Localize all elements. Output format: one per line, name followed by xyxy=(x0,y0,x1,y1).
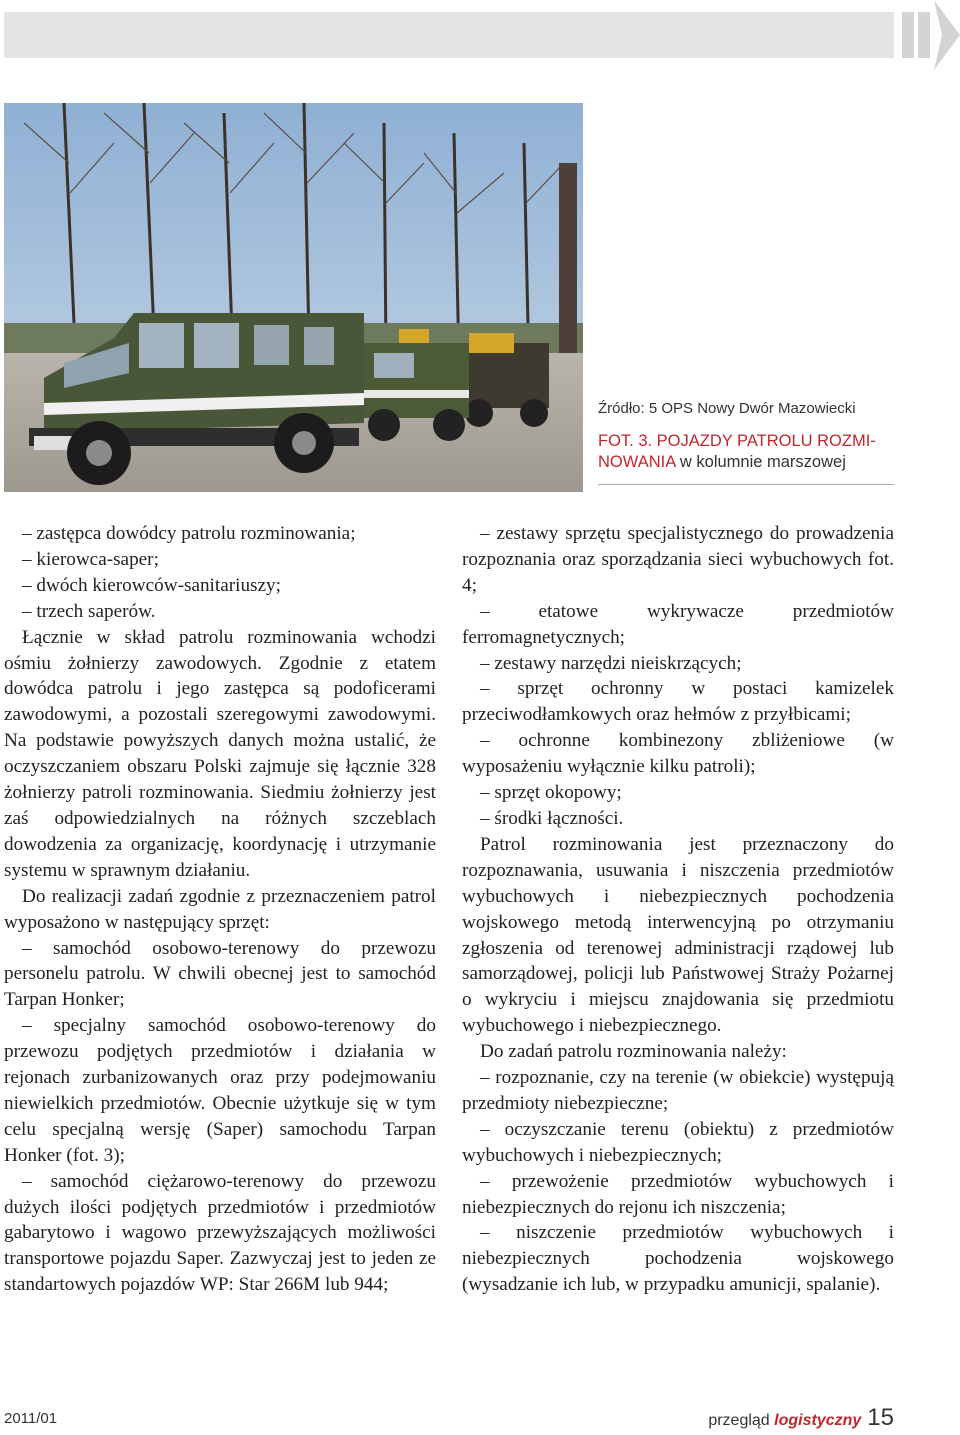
list-item: – ochronne kombinezony zbliżeniowe (w wyposażeniu wyłącznie kilku patroli); xyxy=(462,730,894,778)
page-number: 15 xyxy=(867,1404,894,1431)
caption-title xyxy=(598,431,898,473)
list-item: – zestawy narzędzi nieiskrzących; xyxy=(480,652,742,674)
caption-label: FOT. 3. POJAZDY PATROLU ROZMI-NOWANIA xyxy=(598,432,876,471)
list-item: – niszczenie przedmiotów wybuchowych i niebezpiecznych pochodzenia wojskowego (wysadzanie ich lub, w przypadku amunicji, spalanie). xyxy=(462,1222,894,1296)
magazine-name-a: przegląd xyxy=(708,1412,775,1429)
list-item: – oczyszczanie terenu (obiektu) z przedmiotów wybuchowych i niebezpiecznych; xyxy=(462,1118,894,1166)
caption-text: w kolumnie marszowej xyxy=(675,453,846,471)
patrol-vehicles-photo xyxy=(4,103,583,492)
photo-caption xyxy=(598,400,898,473)
list-item: – specjalny samochód osobowo-terenowy do przewozu podjętych przedmiotów i działania w rejonach zurbanizowanych oraz przy podejmowaniu niewielkich przedmiotów. Obecnie użytkuje się w tym celu specjalną wersję (Saper) samochodu Tarpan Honker (fot. 3); xyxy=(4,1015,436,1166)
right-column xyxy=(462,521,894,1298)
paragraph: Łącznie w skład patrolu rozminowania wchodzi ośmiu żołnierzy zawodowych. Zgodnie z etatem dowódca patrolu i jego zastępca są podoficerami zawodowymi, a pozostali szeregowymi zawodowymi. Na podstawie powyższych danych można ustalić, że oczyszczaniem obszaru Polski zajmuje się łącznie 328 żołnierzy patroli rozminowania. Siedmiu żołnierzy jest zaś odpowiedzialnych na różnych szczeblach dowodzenia za organizację, koordynację i utrzymanie systemu w sprawnym działaniu. xyxy=(4,626,436,881)
list-item: – kierowca-saper; xyxy=(22,548,159,570)
list-item: – samochód osobowo-terenowy do przewozu personelu patrolu. W chwili obecnej jest to samochód Tarpan Honker; xyxy=(4,937,436,1011)
list-item: – dwóch kierowców-sanitariuszy; xyxy=(22,574,281,596)
left-column xyxy=(4,521,436,1298)
list-item: – zestawy sprzętu specjalistycznego do prowadzenia rozpoznania oraz sporządzania sieci wybuchowych fot. 4; xyxy=(462,523,894,596)
paragraph: Patrol rozminowania jest przeznaczony do rozpoznawania, usuwania i niszczenia przedmiotów wybuchowych i niebezpiecznych pochodzenia wojskowego metodą interwencyjną po otrzymaniu zgłoszenia od terenowej administracji rządowej lub samorządowej, policji lub Państwowej Straży Pożarnej o wykryciu i miejscu znajdowania się przedmiotu wybuchowego i niebezpiecznego. xyxy=(462,833,894,1037)
caption-divider xyxy=(598,484,894,485)
paragraph: Do zadań patrolu rozminowania należy: xyxy=(480,1041,787,1063)
list-item: – trzech saperów. xyxy=(22,600,156,622)
issue-number: 2011/01 xyxy=(4,1410,58,1427)
list-item: – samochód ciężarowo-terenowy do przewozu dużych ilości podjętych przedmiotów i przedmiotów gabarytowo i wagowo przewyższających możliwości transportowe pojazdu Saper. Zazwyczaj jest to jeden ze standartowych pojazdów WP: Star 266M lub 944; xyxy=(4,1170,436,1296)
list-item: – etatowe wykrywacze przedmiotów ferromagnetycznych; xyxy=(462,600,894,648)
paragraph: Do realizacji zadań zgodnie z przeznaczeniem patrol wyposażono w następujący sprzęt: xyxy=(4,885,436,933)
list-item: – sprzęt ochronny w postaci kamizelek przeciwodłamkowych oraz hełmów z przyłbicami; xyxy=(462,678,894,726)
list-item: – przewożenie przedmiotów wybuchowych i niebezpiecznych do rejonu ich niszczenia; xyxy=(462,1170,894,1218)
chevron-decoration-icon xyxy=(900,0,960,70)
list-item: – sprzęt okopowy; xyxy=(480,782,622,804)
magazine-name-b: logistyczny xyxy=(774,1412,862,1429)
caption-source: Źródło: 5 OPS Nowy Dwór Mazowiecki xyxy=(598,400,856,417)
list-item: – środki łączności. xyxy=(480,807,624,829)
footer-magazine xyxy=(708,1404,894,1432)
list-item: – zastępca dowódcy patrolu rozminowania; xyxy=(22,523,356,544)
header-bar xyxy=(4,12,894,58)
list-item: – rozpoznanie, czy na terenie (w obiekcie) występują przedmioty niebezpieczne; xyxy=(462,1067,894,1114)
